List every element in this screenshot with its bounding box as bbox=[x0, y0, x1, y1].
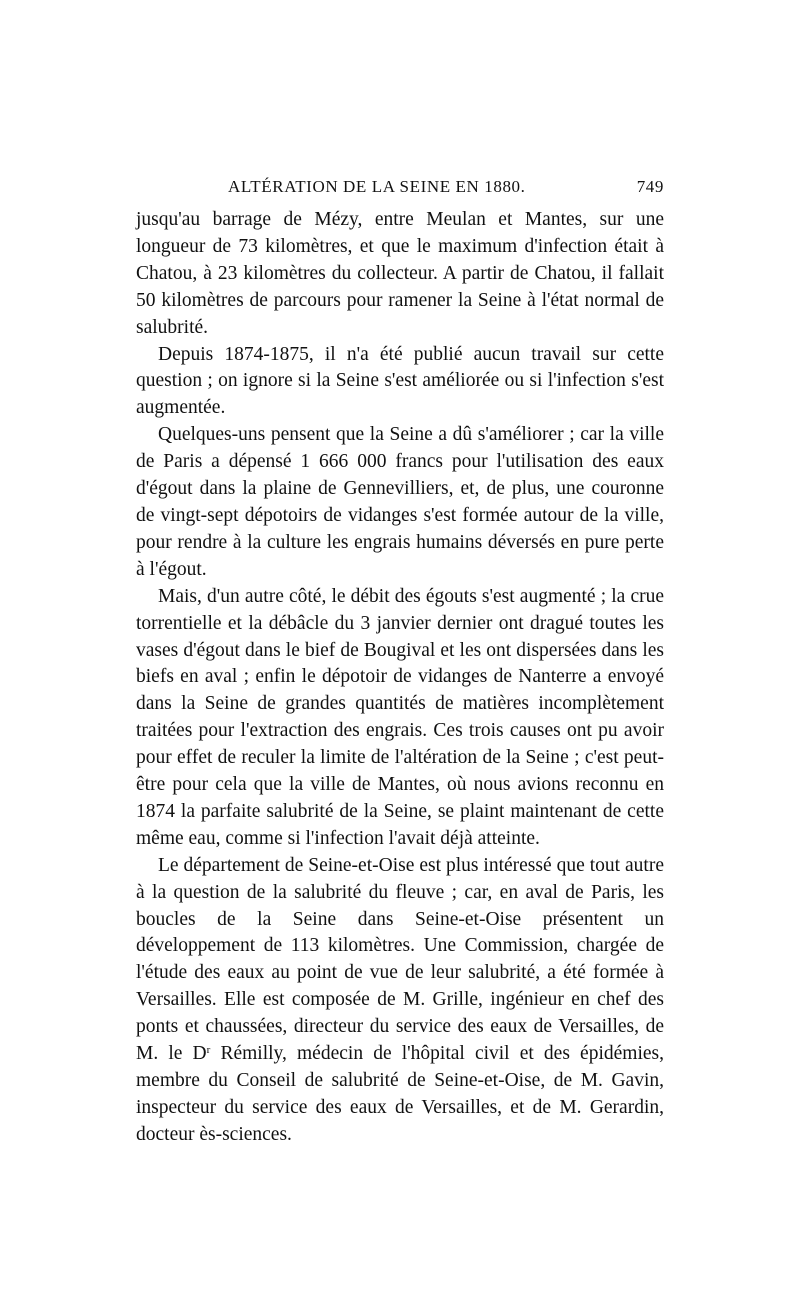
paragraph: Quelques-uns pensent que la Seine a dû s'améliorer ; car la ville de Paris a dépensé 1 666 000 francs pour l'utilisation des eaux d'égout dans la plaine de Gennevilliers, et, de plus, une couronne de vingt-sept dépotoirs de vidanges s'est formée autour de la ville, pour rendre à la culture les engrais humains déversés en pure perte à l'égout. bbox=[136, 424, 664, 580]
paragraph-commission bbox=[136, 853, 664, 1149]
running-title: ALTÉRATION DE LA SEINE EN 1880. bbox=[228, 177, 526, 196]
page-number: 749 bbox=[636, 177, 664, 196]
paragraph-continued: jusqu'au barrage de Mézy, entre Meulan et Mantes, sur une longueur de 73 kilomètres, et que le maximum d'infection était à Chatou, à 23 kilomètres du collecteur. A partir de Chatou, il fallait 50 kilomètres de parcours pour ramener la Seine à l'état normal de salubrité. bbox=[136, 209, 664, 338]
paragraph-text-part: Rémilly, médecin de l'hôpital civil et des épidémies, membre du Conseil de salubrité de Seine-et-Oise, de M. Gavin, inspecteur du service des eaux de Versailles, et de M. Gerardin, docteur ès-sciences. bbox=[136, 1043, 664, 1145]
running-header bbox=[136, 177, 664, 203]
paragraph: Mais, d'un autre côté, le débit des égouts s'est augmenté ; la crue torrentielle et la débâcle du 3 janvier dernier ont dragué toutes les vases d'égout dans le bief de Bougival et les ont dispersées dans les biefs en aval ; enfin le dépotoir de vidanges de Nanterre a envoyé dans la Seine de grandes quantités de matières incomplètement traitées pour l'extraction des engrais. Ces trois causes ont pu avoir pour effet de reculer la limite de l'altération de la Seine ; c'est peut-être pour cela que la ville de Mantes, où nous avions reconnu en 1874 la parfaite salubrité de la Seine, se plaint maintenant de cette même eau, comme si l'infection l'avait déjà atteinte. bbox=[136, 585, 664, 849]
paragraph-text-part: Le département de Seine-et-Oise est plus intéressé que tout autre à la question de la salubrité du fleuve ; car, en aval de Paris, les boucles de la Seine dans Seine-et-Oise présentent un développement de 113 kilomètres. Une Commission, chargée de l'étude des eaux au point de vue de leur salubrité, a été formée à Versailles. Elle est composée de M. Grille, ingénieur en chef des ponts et chaussées, directeur du service des eaux de Versailles, de M. le D bbox=[136, 854, 664, 1065]
paragraph: Depuis 1874-1875, il n'a été publié aucun travail sur cette question ; on ignore si la Seine s'est améliorée ou si l'infection s'est augmentée. bbox=[136, 343, 664, 419]
body-text bbox=[136, 207, 664, 1149]
superscript-abbrev: r bbox=[206, 1044, 211, 1057]
